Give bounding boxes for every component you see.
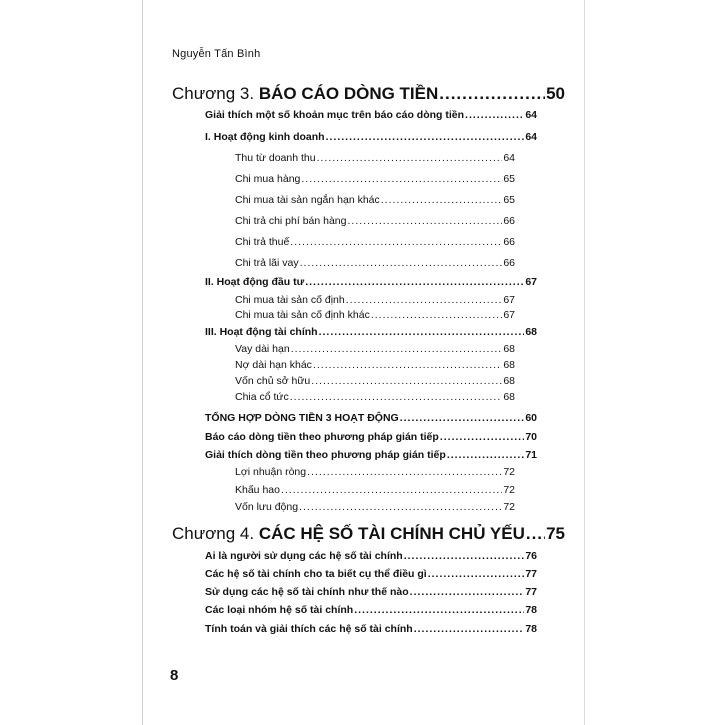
toc-entry: Ai là người sử dụng các hệ số tài chính ..... 76 [205, 550, 537, 562]
toc-entry: Sử dụng các hệ số tài chính như thế nào ..... 77 [205, 586, 537, 598]
toc-entry: Chia cổ tức ..... 68 [235, 391, 515, 403]
toc-entry: Nợ dài hạn khác ..... 68 [235, 359, 515, 371]
page-edge-right [584, 0, 585, 725]
toc-entry: III. Hoạt động tài chính ..... 68 [205, 326, 537, 338]
chapter-3-heading [172, 84, 565, 104]
toc-entry: Lợi nhuận ròng ..... 72 [235, 466, 515, 478]
page-number: 8 [170, 667, 179, 684]
toc-entry: Vốn lưu động ..... 72 [235, 501, 515, 513]
toc-entry: Báo cáo dòng tiền theo phương pháp gián tiếp ..... 70 [205, 431, 537, 443]
toc-entry: Chi trả chi phí bán hàng ..... 66 [235, 215, 515, 227]
toc-entry: Giải thích dòng tiền theo phương pháp gián tiếp ..... 71 [205, 449, 537, 461]
toc-entry: Giải thích một số khoản mục trên báo cáo dòng tiền ..... 64 [205, 109, 537, 121]
leader-dots [439, 84, 545, 104]
chapter-4-heading [172, 524, 565, 544]
toc-entry: II. Hoạt động đầu tư ..... 67 [205, 276, 537, 288]
toc-entry: Khấu hao ..... 72 [235, 484, 515, 496]
toc-entry: Chi mua tài sản cố định ..... 67 [235, 294, 515, 306]
toc-entry: Các loại nhóm hệ số tài chính ..... 78 [205, 604, 537, 616]
chapter-4-title: CÁC HỆ SỐ TÀI CHÍNH CHỦ YẾU [258, 524, 525, 543]
chapter-3-prefix: Chương 3. [172, 84, 255, 103]
toc-entry: Thu từ doanh thu ..... 64 [235, 152, 515, 164]
toc-entry: Chi mua hàng ..... 65 [235, 173, 515, 185]
toc-entry: TỔNG HỢP DÒNG TIỀN 3 HOẠT ĐỘNG ..... 60 [205, 412, 537, 424]
toc-entry: Vay dài hạn ..... 68 [235, 343, 515, 355]
toc-entry: Chi mua tài sản cố định khác ..... 67 [235, 309, 515, 321]
chapter-4-page: 75 [546, 524, 565, 543]
toc-entry: Vốn chủ sở hữu ..... 68 [235, 375, 515, 387]
chapter-3-title: BÁO CÁO DÒNG TIỀN [258, 84, 439, 103]
toc-entry: Chi mua tài sản ngắn hạn khác ..... 65 [235, 194, 515, 206]
toc-entry: Các hệ số tài chính cho ta biết cụ thể điều gì ..... 77 [205, 568, 537, 580]
chapter-3-page: 50 [546, 84, 565, 103]
author-header: Nguyễn Tấn Bình [172, 48, 261, 60]
toc-entry: I. Hoạt động kinh doanh ..... 64 [205, 131, 537, 143]
toc-entry: Tính toán và giải thích các hệ số tài chính ..... 78 [205, 623, 537, 635]
toc-entry: Chi trả lãi vay ..... 66 [235, 257, 515, 269]
leader-dots [526, 524, 545, 544]
page-edge-left [142, 0, 143, 725]
toc-entry: Chi trả thuế ..... 66 [235, 236, 515, 248]
chapter-4-prefix: Chương 4. [172, 524, 255, 543]
